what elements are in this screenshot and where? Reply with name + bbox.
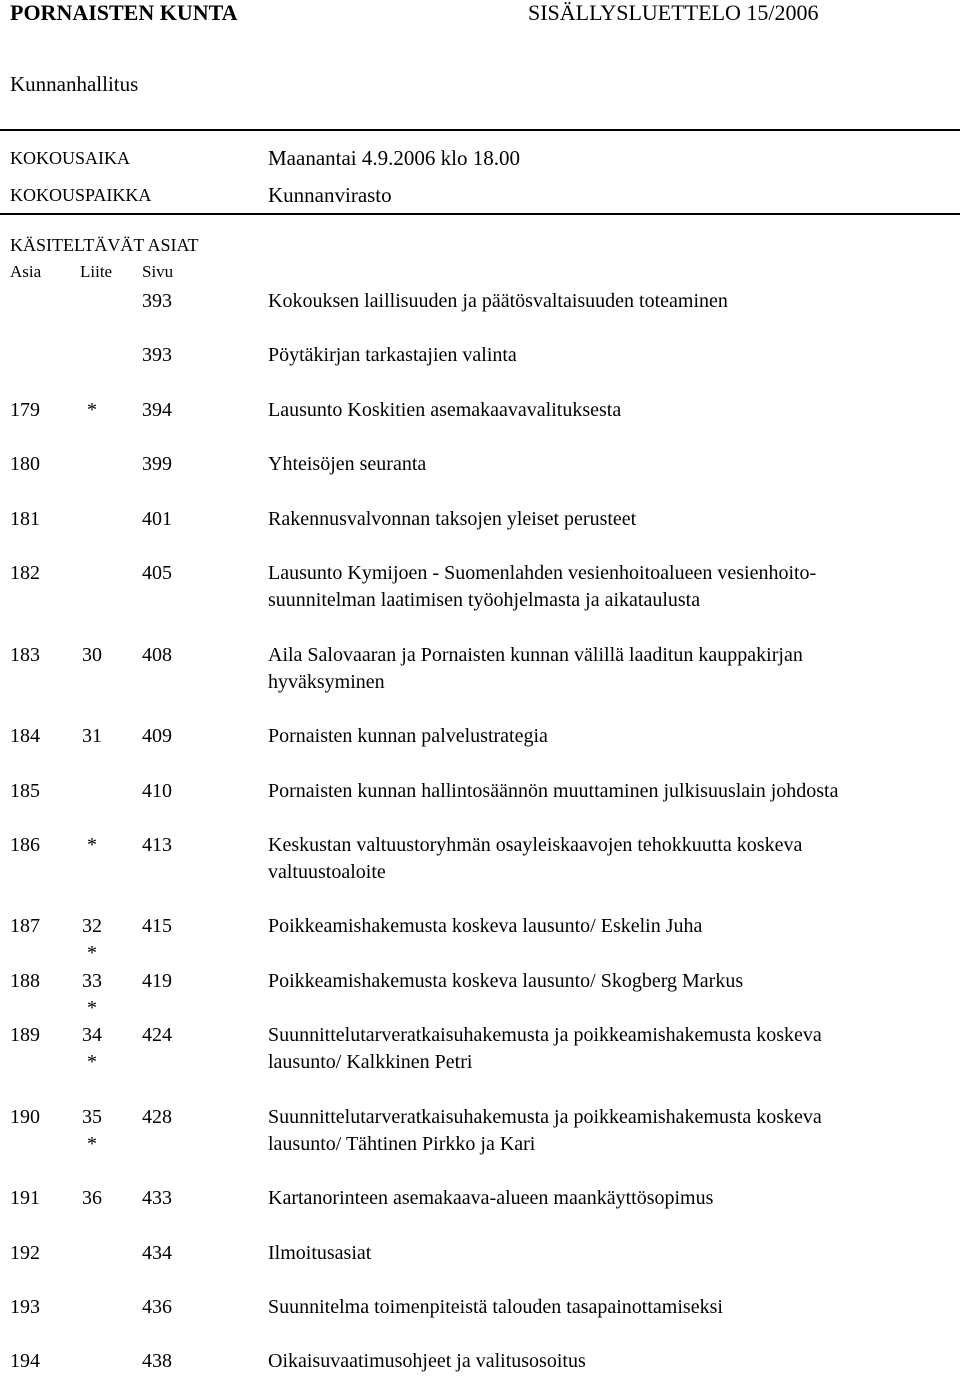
page-number: 405 [142, 562, 172, 584]
page-number: 419 [142, 970, 172, 992]
page-number: 394 [142, 399, 172, 421]
attachment-number: 30 [82, 644, 102, 666]
item-title: Kartanorinteen asemakaava-alueen maankäyttösopimus [268, 1187, 714, 1209]
column-header-sivu: Sivu [142, 262, 174, 281]
item-title: Aila Salovaaran ja Pornaisten kunnan välillä laaditun kauppakirjan hyväksyminen [268, 644, 803, 693]
item-title: Suunnittelutarveratkaisuhakemusta ja poikkeamishakemusta koskeva lausunto/ Kalkkinen Petri [268, 1024, 822, 1073]
item-title: Suunnitelma toimenpiteistä talouden tasapainottamiseksi [268, 1296, 723, 1318]
attachment-number: 32 * [82, 915, 102, 964]
attachment-number: 34 * [82, 1024, 102, 1073]
page-number: 409 [142, 725, 172, 747]
divider-middle [0, 213, 960, 215]
item-number: 179 [10, 399, 40, 421]
page-number: 410 [142, 780, 172, 802]
item-number: 181 [10, 508, 40, 530]
meeting-place-value: Kunnanvirasto [268, 183, 392, 207]
attachment-number: * [87, 834, 97, 856]
item-number: 186 [10, 834, 40, 856]
page-number: 401 [142, 508, 172, 530]
item-title: Yhteisöjen seuranta [268, 453, 427, 475]
meeting-place-label: KOKOUSPAIKKA [10, 185, 152, 205]
page-number: 424 [142, 1024, 172, 1046]
attachment-number: 33 * [82, 970, 102, 1019]
municipality-name: PORNAISTEN KUNTA [10, 0, 238, 25]
item-title: Suunnittelutarveratkaisuhakemusta ja poikkeamishakemusta koskeva lausunto/ Tähtinen Pirkko ja Kari [268, 1106, 822, 1155]
page-number: 428 [142, 1106, 172, 1128]
attachment-number: 35 * [82, 1106, 102, 1155]
column-header-asia: Asia [10, 262, 42, 281]
item-title: Poikkeamishakemusta koskeva lausunto/ Eskelin Juha [268, 915, 703, 937]
attachment-number: 31 [82, 725, 102, 747]
item-number: 191 [10, 1187, 40, 1209]
item-number: 193 [10, 1296, 40, 1318]
item-number: 187 [10, 915, 40, 937]
item-number: 194 [10, 1350, 40, 1372]
item-title: Rakennusvalvonnan taksojen yleiset perusteet [268, 508, 637, 530]
item-number: 182 [10, 562, 40, 584]
item-title: Pornaisten kunnan hallintosäännön muuttaminen julkisuuslain johdosta [268, 780, 839, 802]
items-section-title: KÄSITELTÄVÄT ASIAT [10, 235, 199, 255]
attachment-number: * [87, 399, 97, 421]
item-number: 192 [10, 1242, 40, 1264]
page-number: 436 [142, 1296, 172, 1318]
page-number: 413 [142, 834, 172, 856]
item-title: Lausunto Koskitien asemakaavavalituksesta [268, 399, 622, 421]
divider-top [0, 129, 960, 131]
item-number: 190 [10, 1106, 40, 1128]
item-title: Pöytäkirjan tarkastajien valinta [268, 344, 517, 366]
page-number: 393 [142, 290, 172, 312]
item-title: Keskustan valtuustoryhmän osayleiskaavojen tehokkuutta koskeva valtuustoaloite [268, 834, 803, 883]
meeting-time-value: Maanantai 4.9.2006 klo 18.00 [268, 146, 520, 170]
document-title: SISÄLLYSLUETTELO 15/2006 [528, 0, 819, 25]
item-number: 188 [10, 970, 40, 992]
page-number: 434 [142, 1242, 172, 1264]
item-title: Lausunto Kymijoen - Suomenlahden vesienhoitoalueen vesienhoito- suunnitelman laatimisen työohjelmasta ja aikataulusta [268, 562, 817, 611]
item-title: Ilmoitusasiat [268, 1242, 372, 1264]
body-name: Kunnanhallitus [10, 72, 139, 96]
item-title: Poikkeamishakemusta koskeva lausunto/ Skogberg Markus [268, 970, 744, 992]
page-number: 408 [142, 644, 172, 666]
attachment-number: 36 [82, 1187, 102, 1209]
page-number: 393 [142, 344, 172, 366]
page-number: 438 [142, 1350, 172, 1372]
item-title: Pornaisten kunnan palvelustrategia [268, 725, 548, 747]
item-number: 183 [10, 644, 40, 666]
page-number: 415 [142, 915, 172, 937]
item-number: 185 [10, 780, 40, 802]
item-number: 189 [10, 1024, 40, 1046]
item-title: Kokouksen laillisuuden ja päätösvaltaisuuden toteaminen [268, 290, 728, 312]
page-number: 399 [142, 453, 172, 475]
item-number: 180 [10, 453, 40, 475]
page-number: 433 [142, 1187, 172, 1209]
meeting-time-label: KOKOUSAIKA [10, 148, 130, 168]
column-header-liite: Liite [80, 262, 113, 281]
item-title: Oikaisuvaatimusohjeet ja valitusosoitus [268, 1350, 586, 1372]
item-number: 184 [10, 725, 40, 747]
